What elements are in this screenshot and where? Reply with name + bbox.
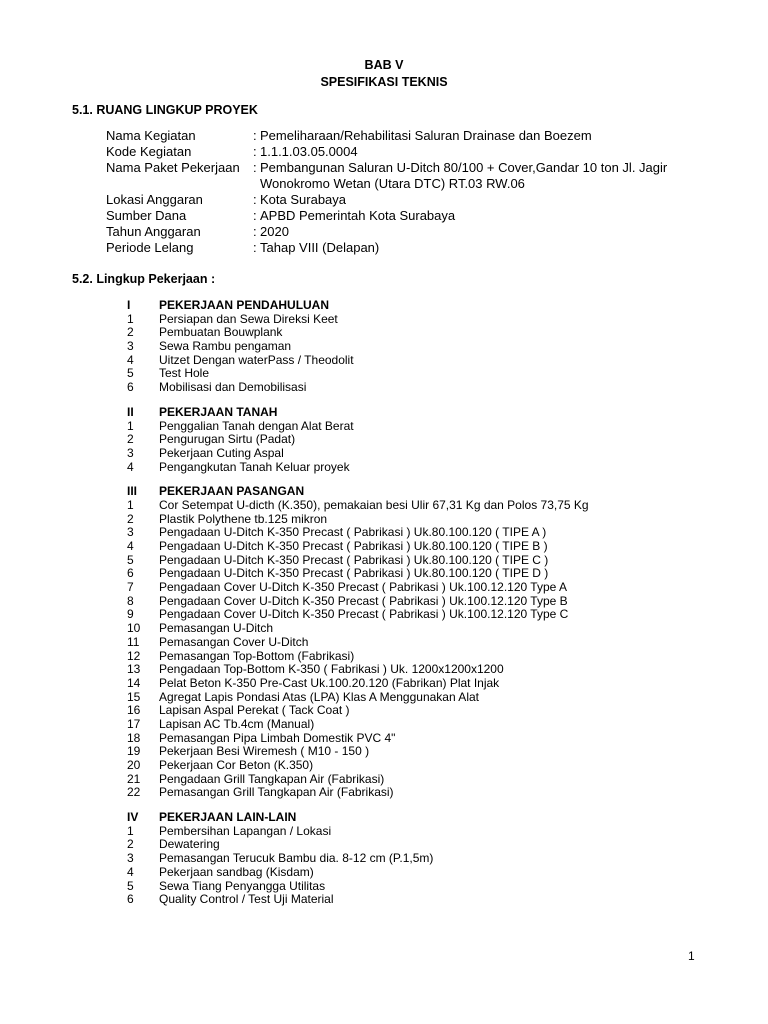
work-item-number: 1 <box>127 497 134 512</box>
info-value: 1.1.1.03.05.0004 <box>260 144 358 159</box>
info-label: Kode Kegiatan <box>106 144 192 159</box>
group-roman-numeral: IV <box>127 810 139 825</box>
info-value: Pemeliharaan/Rehabilitasi Saluran Drainase dan Boezem <box>260 128 592 143</box>
work-item-text: Test Hole <box>159 366 210 381</box>
work-item-text: Pemasangan Grill Tangkapan Air (Fabrikasi) <box>159 785 394 800</box>
info-value: APBD Pemerintah Kota Surabaya <box>260 208 456 223</box>
work-item-number: 4 <box>127 539 134 553</box>
info-colon: : <box>253 240 257 255</box>
work-item-text: Sewa Tiang Penyangga Utilitas <box>159 878 326 893</box>
info-colon: : <box>253 128 257 143</box>
work-item-number: 2 <box>127 432 134 447</box>
work-item-number: 4 <box>127 352 134 367</box>
info-colon: : <box>253 224 257 239</box>
work-item-text: Sewa Rambu pengaman <box>159 339 292 354</box>
info-colon: : <box>253 144 257 159</box>
info-value: Tahap VIII (Delapan) <box>260 240 380 255</box>
work-item-text: Pemasangan Terucuk Bambu dia. 8-12 cm (P.1,5m) <box>159 851 434 866</box>
group-title: PEKERJAAN TANAH <box>159 404 278 419</box>
work-item-text: Pengadaan U-Ditch K-350 Precast ( Pabrikasi ) Uk.80.100.120 ( TIPE A ) <box>159 525 547 540</box>
work-item-number: 19 <box>127 744 141 759</box>
work-item-number: 3 <box>127 851 134 866</box>
work-item-text: Pengurugan Sirtu (Padat) <box>159 432 296 447</box>
work-item-text: Pekerjaan Besi Wiremesh ( M10 - 150 ) <box>159 744 370 759</box>
work-item-number: 20 <box>127 758 141 772</box>
work-item-number: 3 <box>127 339 134 354</box>
work-item-number: 7 <box>127 580 134 595</box>
page-number: 1 <box>688 949 695 963</box>
info-label: Lokasi Anggaran <box>106 192 203 207</box>
work-item-number: 3 <box>127 445 134 460</box>
info-colon: : <box>253 208 257 223</box>
work-item-text: Pembersihan Lapangan / Lokasi <box>159 823 332 838</box>
work-item-text: Pekerjaan sandbag (Kisdam) <box>159 864 314 879</box>
info-label: Nama Paket Pekerjaan <box>106 160 240 175</box>
work-item-number: 13 <box>127 662 141 677</box>
work-item-text: Pengadaan Cover U-Ditch K-350 Precast ( Pabrikasi ) Uk.100.12.120 Type C <box>159 607 569 622</box>
work-item-text: Pengadaan U-Ditch K-350 Precast ( Pabrikasi ) Uk.80.100.120 ( TIPE C ) <box>159 552 549 567</box>
work-item-text: Pemasangan Cover U-Ditch <box>159 634 309 649</box>
group-roman-numeral: III <box>127 484 138 499</box>
work-item-text: Cor Setempat U-dicth (K.350), pemakaian besi Ulir 67,31 Kg dan Polos 73,75 Kg <box>159 497 589 512</box>
work-item-number: 8 <box>127 593 134 608</box>
work-item-text: Pengadaan Top-Bottom K-350 ( Fabrikasi ) Uk. 1200x1200x1200 <box>159 662 504 677</box>
work-item-number: 16 <box>127 703 141 718</box>
info-value: 2020 <box>260 224 289 239</box>
work-item-number: 11 <box>127 634 140 649</box>
work-item-text: Pemasangan Top-Bottom (Fabrikasi) <box>159 648 355 663</box>
work-item-number: 2 <box>127 837 134 852</box>
group-title: PEKERJAAN LAIN-LAIN <box>159 810 297 825</box>
work-item-number: 4 <box>127 459 134 474</box>
work-item-text: Pekerjaan Cor Beton (K.350) <box>159 758 314 772</box>
work-item-number: 15 <box>127 689 141 704</box>
info-colon: : <box>253 160 257 175</box>
work-item-text: Pengangkutan Tanah Keluar proyek <box>159 459 350 474</box>
work-item-text: Mobilisasi dan Demobilisasi <box>159 380 307 395</box>
info-value: Kota Surabaya <box>260 192 347 207</box>
work-item-number: 2 <box>127 511 134 526</box>
chapter-heading: BAB V <box>364 58 404 72</box>
section-1-heading: 5.1. RUANG LINGKUP PROYEK <box>72 103 258 117</box>
group-roman-numeral: II <box>127 404 134 419</box>
work-item-number: 6 <box>127 892 134 907</box>
work-item-text: Pengadaan U-Ditch K-350 Precast ( Pabrikasi ) Uk.80.100.120 ( TIPE B ) <box>159 539 548 553</box>
group-title: PEKERJAAN PENDAHULUAN <box>159 298 330 312</box>
info-value: Pembangunan Saluran U-Ditch 80/100 + Cover,Gandar 10 ton Jl. Jagir Wonokromo Wetan (Utara DTC) RT.03 RW.06 <box>260 160 668 191</box>
work-item-number: 17 <box>127 716 141 731</box>
work-item-number: 18 <box>127 730 141 745</box>
work-item-number: 2 <box>127 325 134 340</box>
work-item-number: 5 <box>127 878 134 893</box>
work-item-number: 22 <box>127 785 141 800</box>
work-item-number: 5 <box>127 366 134 381</box>
work-item-text: Pemasangan Pipa Limbah Domestik PVC 4" <box>159 730 396 745</box>
work-item-number: 14 <box>127 675 141 690</box>
work-item-number: 5 <box>127 552 134 567</box>
work-item-text: Persiapan dan Sewa Direksi Keet <box>159 311 338 326</box>
work-item-number: 10 <box>127 621 141 636</box>
group-roman-numeral: I <box>127 298 131 312</box>
work-item-number: 1 <box>127 311 134 326</box>
work-item-text: Dewatering <box>159 837 220 852</box>
work-item-number: 4 <box>127 864 134 879</box>
work-item-number: 9 <box>127 607 134 622</box>
info-label: Nama Kegiatan <box>106 128 196 143</box>
document-title: SPESIFIKASI TEKNIS <box>320 75 448 89</box>
work-item-text: Pelat Beton K-350 Pre-Cast Uk.100.20.120 (Fabrikan) Plat Injak <box>159 675 500 690</box>
info-label: Periode Lelang <box>106 240 194 255</box>
work-item-text: Plastik Polythene tb.125 mikron <box>159 511 328 526</box>
work-item-number: 12 <box>127 648 141 663</box>
work-item-number: 6 <box>127 380 134 395</box>
work-item-text: Penggalian Tanah dengan Alat Berat <box>159 418 354 433</box>
work-item-text: Agregat Lapis Pondasi Atas (LPA) Klas A Menggunakan Alat <box>159 689 479 704</box>
work-item-number: 21 <box>127 771 141 786</box>
work-item-text: Pemasangan U-Ditch <box>159 621 274 636</box>
work-item-text: Pengadaan Grill Tangkapan Air (Fabrikasi) <box>159 771 385 786</box>
section-2-heading: 5.2. Lingkup Pekerjaan : <box>72 272 216 286</box>
work-item-text: Uitzet Dengan waterPass / Theodolit <box>159 352 354 367</box>
work-item-text: Pengadaan Cover U-Ditch K-350 Precast ( Pabrikasi ) Uk.100.12.120 Type B <box>159 593 568 608</box>
work-item-text: Pengadaan Cover U-Ditch K-350 Precast ( Pabrikasi ) Uk.100.12.120 Type A <box>159 580 567 595</box>
work-item-number: 6 <box>127 566 134 581</box>
work-item-number: 1 <box>127 823 134 838</box>
work-item-text: Pekerjaan Cuting Aspal <box>159 445 284 460</box>
work-item-text: Pengadaan U-Ditch K-350 Precast ( Pabrikasi ) Uk.80.100.120 ( TIPE D ) <box>159 566 549 581</box>
work-item-text: Pembuatan Bouwplank <box>159 325 283 340</box>
work-item-text: Lapisan Aspal Perekat ( Tack Coat ) <box>159 703 350 718</box>
info-label: Sumber Dana <box>106 208 187 223</box>
work-item-number: 3 <box>127 525 134 540</box>
work-item-text: Quality Control / Test Uji Material <box>159 892 334 907</box>
info-colon: : <box>253 192 257 207</box>
group-title: PEKERJAAN PASANGAN <box>159 484 305 499</box>
info-label: Tahun Anggaran <box>106 224 201 239</box>
work-item-number: 1 <box>127 418 134 433</box>
work-item-text: Lapisan AC Tb.4cm (Manual) <box>159 716 315 731</box>
